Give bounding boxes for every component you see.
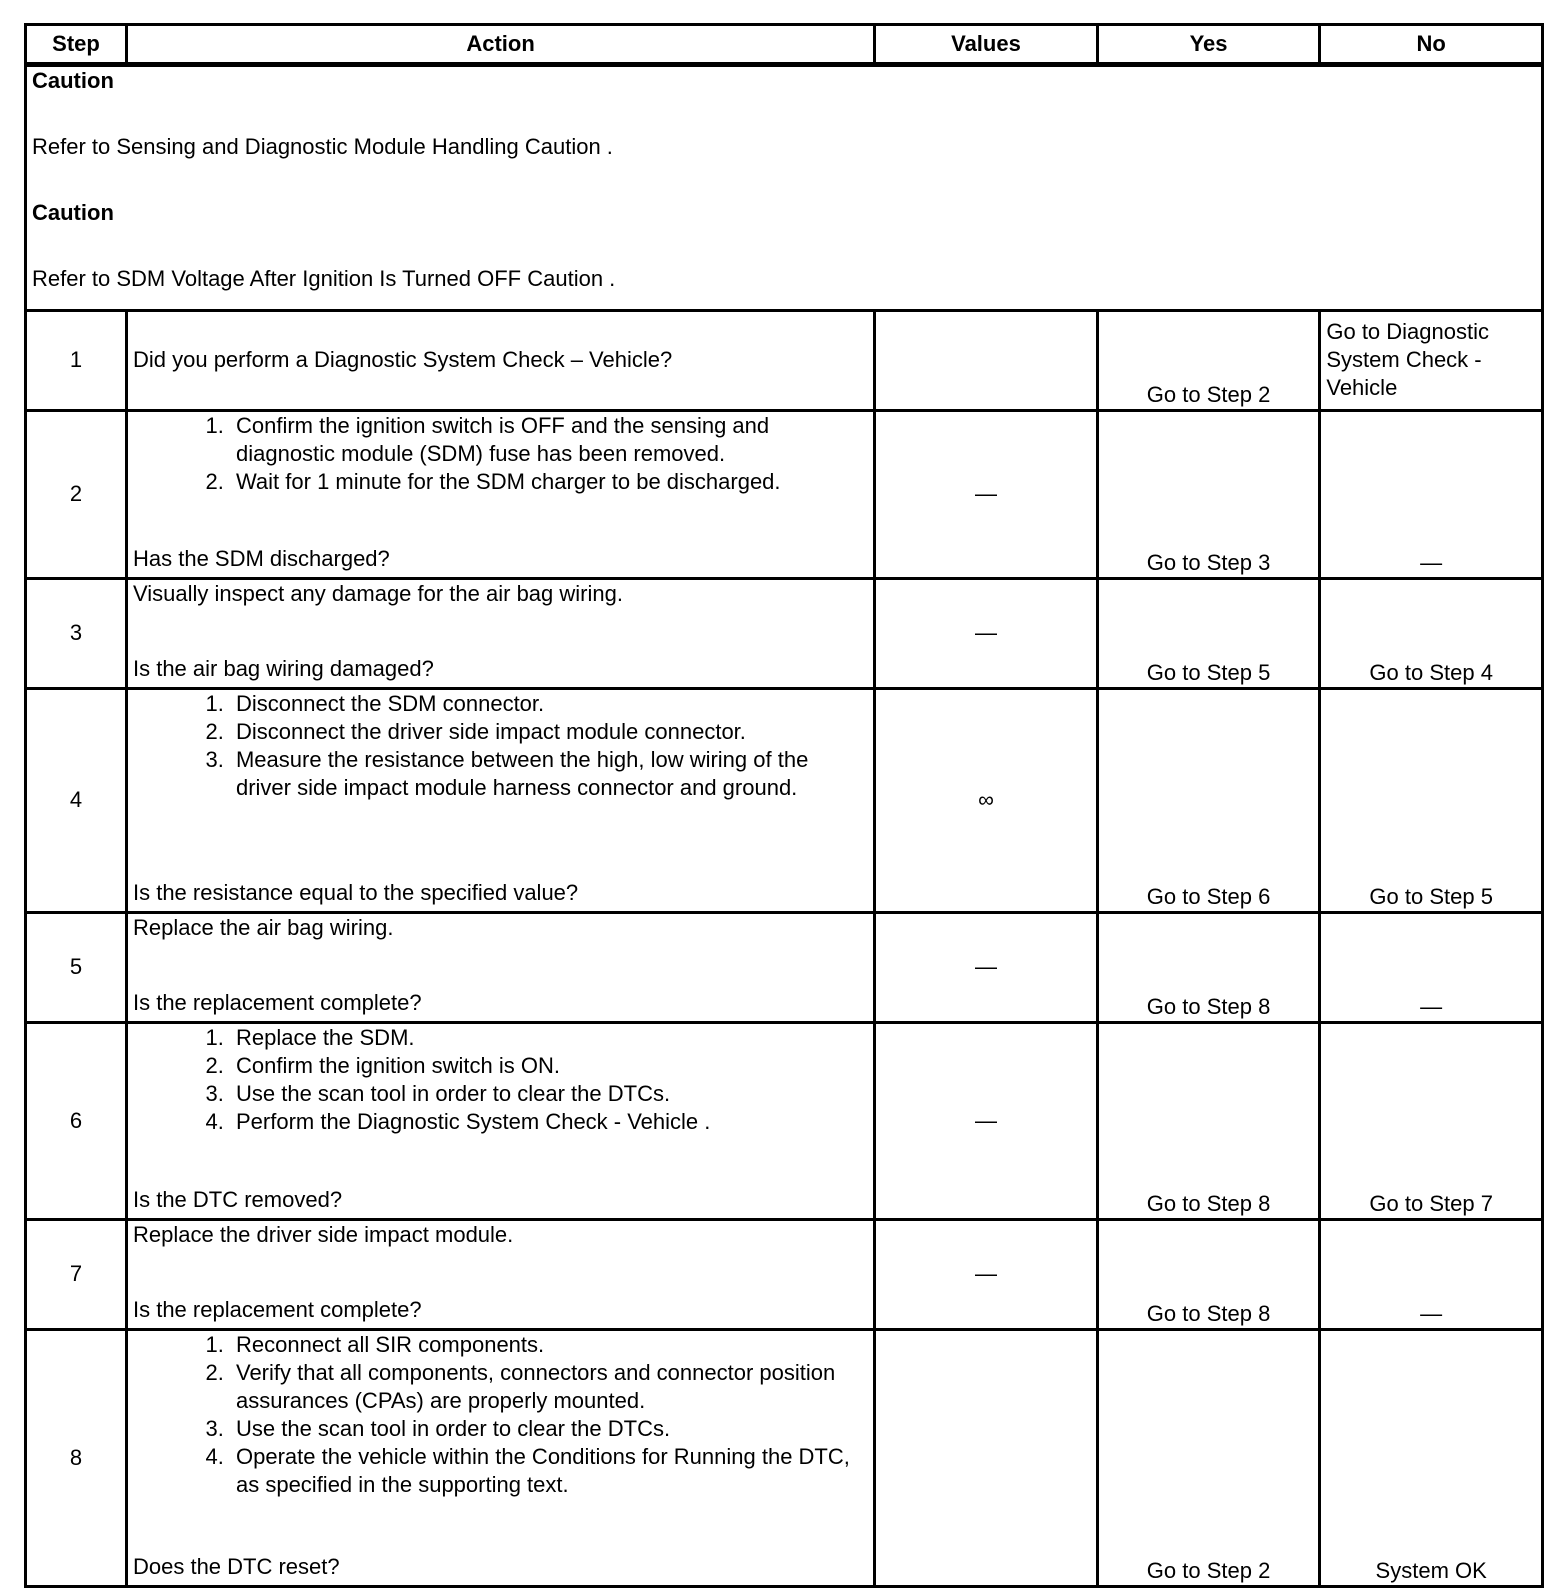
header-action: Action: [126, 25, 874, 65]
action-question: Is the replacement complete?: [132, 1296, 422, 1322]
header-row: [26, 25, 1543, 65]
yes-cell: Go to Step 6: [1097, 688, 1320, 913]
no-cell: System OK: [1320, 1329, 1543, 1587]
action-steps: [133, 412, 868, 496]
step-number: 1: [26, 311, 127, 410]
value-cell: [875, 1329, 1098, 1587]
action-question: Is the replacement complete?: [132, 989, 422, 1015]
action-question: Is the air bag wiring damaged?: [132, 655, 434, 681]
action-step: 2. Verify that all components, connectors and connector position assurances (CPAs) are properly mounted.: [230, 1359, 868, 1415]
yes-cell: Go to Step 5: [1097, 578, 1320, 688]
action-text: Replace the air bag wiring.: [132, 915, 394, 941]
table-row: [26, 1219, 1543, 1329]
action-question: Does the DTC reset?: [132, 1554, 340, 1579]
header-values: Values: [875, 25, 1098, 65]
header-no: No: [1320, 25, 1543, 65]
action-question: Did you perform a Diagnostic System Check – Vehicle?: [132, 347, 673, 373]
action-step: 1. Replace the SDM.: [230, 1024, 868, 1052]
action-step: 3. Use the scan tool in order to clear the DTCs.: [230, 1415, 868, 1443]
step-number: 6: [26, 1022, 127, 1219]
action-step: 3. Measure the resistance between the high, low wiring of the driver side impact module harness connector and ground.: [230, 746, 868, 802]
action-step: 3. Use the scan tool in order to clear the DTCs.: [230, 1080, 868, 1108]
table-row: [26, 311, 1543, 410]
value-cell: [875, 311, 1098, 410]
yes-cell: Go to Step 3: [1097, 410, 1320, 578]
no-cell: —: [1320, 913, 1543, 1023]
caution-title: Caution: [32, 200, 114, 225]
no-cell: Go to Step 4: [1320, 578, 1543, 688]
no-cell: —: [1320, 1219, 1543, 1329]
action-question: Is the resistance equal to the specified value?: [132, 880, 579, 906]
action-step: 4. Operate the vehicle within the Conditions for Running the DTC, as specified in the supporting text.: [230, 1443, 868, 1499]
no-cell: Go to Step 5: [1320, 688, 1543, 913]
action-step: 4. Perform the Diagnostic System Check - Vehicle .: [230, 1108, 868, 1136]
no-cell: Go to Step 7: [1320, 1022, 1543, 1219]
action-steps: [133, 1331, 868, 1499]
action-cell: [126, 913, 874, 1023]
value-cell: —: [875, 1022, 1098, 1219]
caution-text: Refer to SDM Voltage After Ignition Is Turned OFF Caution .: [32, 266, 616, 291]
action-cell: [126, 688, 874, 913]
step-number: 3: [26, 578, 127, 688]
step-number: 5: [26, 913, 127, 1023]
action-steps: [133, 1024, 868, 1136]
action-question: Is the DTC removed?: [132, 1186, 343, 1212]
table-row: [26, 688, 1543, 913]
step-number: 7: [26, 1219, 127, 1329]
value-cell: —: [875, 410, 1098, 578]
action-cell: [126, 311, 874, 410]
caution-cell: [26, 65, 1543, 311]
header-step: Step: [26, 25, 127, 65]
step-number: 2: [26, 410, 127, 578]
action-text: Visually inspect any damage for the air bag wiring.: [132, 580, 623, 606]
no-cell: Go to Diagnostic System Check - Vehicle: [1320, 311, 1543, 410]
action-step: 2. Wait for 1 minute for the SDM charger to be discharged.: [230, 468, 868, 496]
yes-cell: Go to Step 2: [1097, 1329, 1320, 1587]
value-cell: —: [875, 913, 1098, 1023]
table-row: [26, 1022, 1543, 1219]
action-step: 2. Confirm the ignition switch is ON.: [230, 1052, 868, 1080]
action-cell: [126, 1219, 874, 1329]
action-steps: [133, 690, 868, 802]
action-step: 1. Disconnect the SDM connector.: [230, 690, 868, 718]
step-number: 4: [26, 688, 127, 913]
action-cell: [126, 410, 874, 578]
yes-cell: Go to Step 8: [1097, 1219, 1320, 1329]
step-number: 8: [26, 1329, 127, 1587]
value-cell: —: [875, 578, 1098, 688]
caution-row: [26, 65, 1543, 311]
action-cell: [126, 578, 874, 688]
table-row: [26, 1329, 1543, 1587]
caution-title: Caution: [32, 68, 114, 93]
table-row: [26, 578, 1543, 688]
action-cell: [126, 1022, 874, 1219]
yes-cell: Go to Step 8: [1097, 913, 1320, 1023]
table-row: [26, 410, 1543, 578]
yes-cell: Go to Step 2: [1097, 311, 1320, 410]
action-step: 1. Confirm the ignition switch is OFF and the sensing and diagnostic module (SDM) fuse has been removed.: [230, 412, 868, 468]
caution-text: Refer to Sensing and Diagnostic Module Handling Caution .: [32, 134, 613, 159]
action-text: Replace the driver side impact module.: [132, 1221, 514, 1247]
no-cell: —: [1320, 410, 1543, 578]
action-step: 1. Reconnect all SIR components.: [230, 1331, 868, 1359]
action-question: Has the SDM discharged?: [132, 545, 390, 571]
action-step: 2. Disconnect the driver side impact module connector.: [230, 718, 868, 746]
action-cell: [126, 1329, 874, 1587]
value-cell: ∞: [875, 688, 1098, 913]
header-yes: Yes: [1097, 25, 1320, 65]
yes-cell: Go to Step 8: [1097, 1022, 1320, 1219]
value-cell: —: [875, 1219, 1098, 1329]
table-row: [26, 913, 1543, 1023]
diagnostic-table: [24, 23, 1544, 1588]
